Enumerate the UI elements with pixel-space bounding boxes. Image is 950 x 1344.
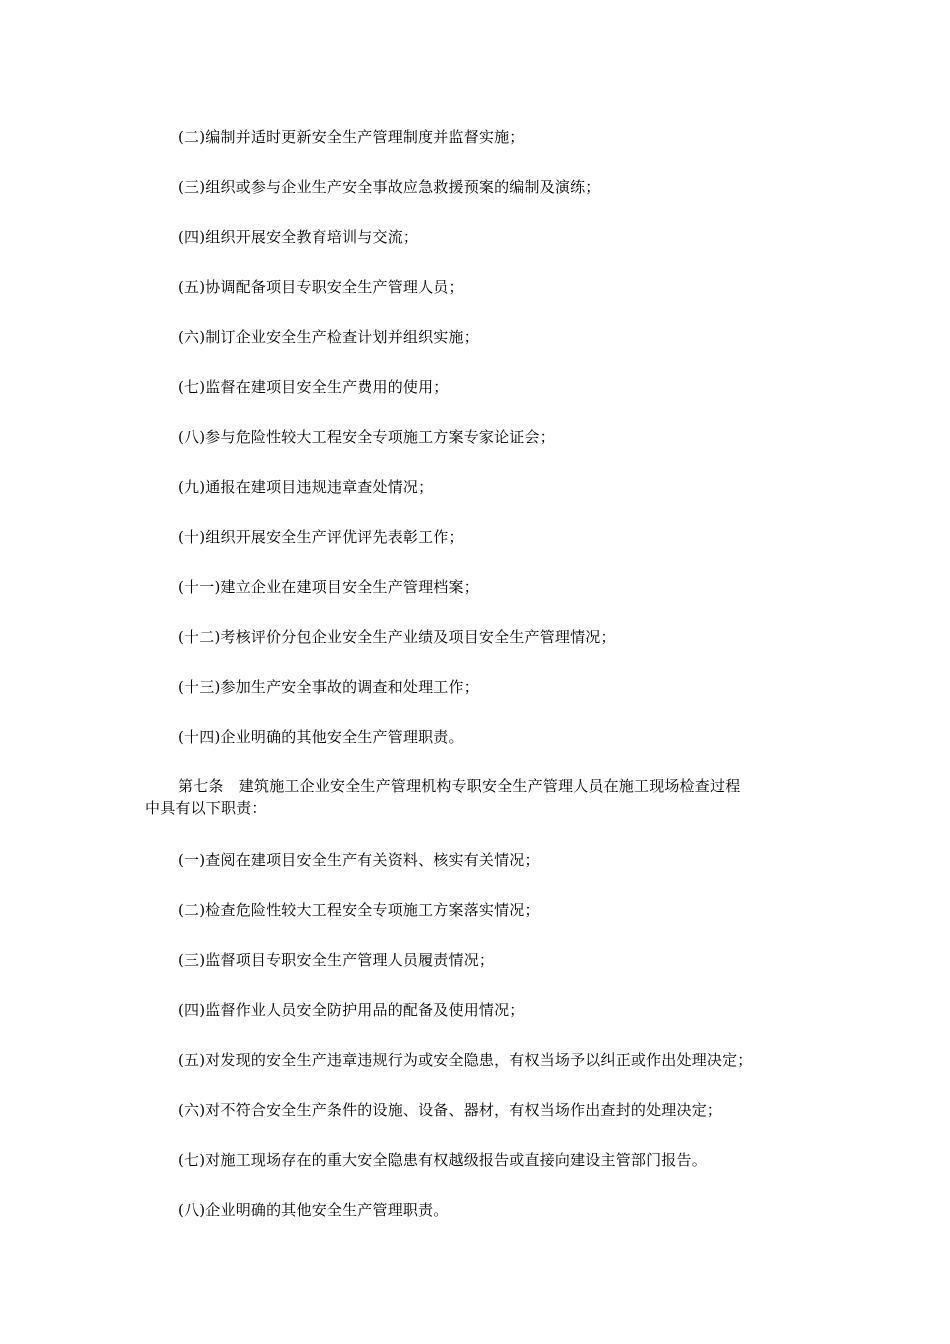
duty-item-7: (七)监督在建项目安全生产费用的使用； (178, 378, 449, 396)
duty-item-2: (二)编制并适时更新安全生产管理制度并监督实施； (178, 128, 525, 146)
inspection-duty-item-2: (二)检查危险性较大工程安全专项施工方案落实情况； (178, 901, 540, 919)
inspection-duty-item-8: (八)企业明确的其他安全生产管理职责。 (178, 1201, 449, 1219)
article-7-line-2: 中具有以下职责： (145, 799, 267, 817)
duty-item-9: (九)通报在建项目违规违章查处情况； (178, 478, 434, 496)
duty-item-14: (十四)企业明确的其他安全生产管理职责。 (178, 728, 464, 746)
inspection-duty-item-3: (三)监督项目专职安全生产管理人员履责情况； (178, 951, 495, 969)
duty-item-11: (十一)建立企业在建项目安全生产管理档案； (178, 578, 479, 596)
duty-item-4: (四)组织开展安全教育培训与交流； (178, 228, 419, 246)
duty-item-13: (十三)参加生产安全事故的调查和处理工作； (178, 678, 479, 696)
duty-item-10: (十)组织开展安全生产评优评先表彰工作； (178, 528, 464, 546)
duty-item-12: (十二)考核评价分包企业安全生产业绩及项目安全生产管理情况； (178, 628, 616, 646)
duty-item-5: (五)协调配备项目专职安全生产管理人员； (178, 278, 464, 296)
inspection-duty-item-6: (六)对不符合安全生产条件的设施、设备、器材，有权当场作出查封的处理决定； (178, 1101, 723, 1119)
duty-item-3: (三)组织或参与企业生产安全事故应急救援预案的编制及演练； (178, 178, 601, 196)
inspection-duty-item-7: (七)对施工现场存在的重大安全隐患有权越级报告或直接向建设主管部门报告。 (178, 1151, 707, 1169)
duty-item-6: (六)制订企业安全生产检查计划并组织实施； (178, 328, 479, 346)
article-7 (145, 775, 815, 819)
article-7-line-1: 第七条 建筑施工企业安全生产管理机构专职安全生产管理人员在施工现场检查过程 (178, 777, 741, 795)
inspection-duty-item-5: (五)对发现的安全生产违章违规行为或安全隐患，有权当场予以纠正或作出处理决定； (178, 1051, 753, 1069)
duty-item-8: (八)参与危险性较大工程安全专项施工方案专家论证会； (178, 428, 555, 446)
inspection-duty-item-4: (四)监督作业人员安全防护用品的配备及使用情况； (178, 1001, 525, 1019)
inspection-duty-item-1: (一)查阅在建项目安全生产有关资料、核实有关情况； (178, 851, 540, 869)
